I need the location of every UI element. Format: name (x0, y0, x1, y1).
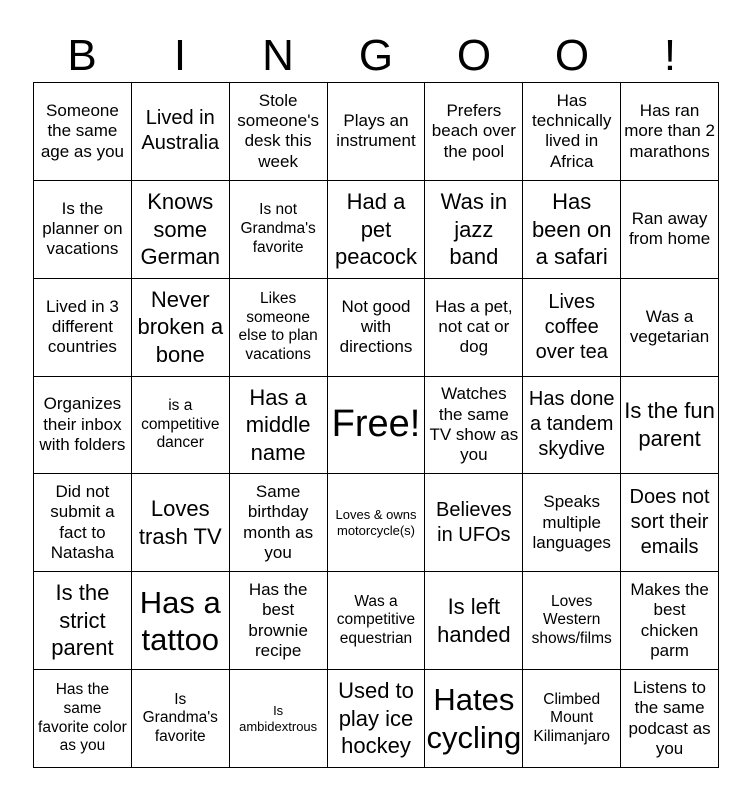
bingo-cell[interactable]: Not good with directions (328, 279, 426, 377)
bingo-cell[interactable]: Was a competitive equestrian (328, 572, 426, 670)
bingo-cell[interactable]: Did not submit a fact to Natasha (34, 474, 132, 572)
bingo-cell[interactable]: Plays an instrument (328, 83, 426, 181)
bingo-cell[interactable]: Believes in UFOs (425, 474, 523, 572)
header-letter: ! (663, 31, 677, 80)
bingo-cell[interactable]: Used to play ice hockey (328, 670, 426, 768)
bingo-cell[interactable]: Has the same favorite color as you (34, 670, 132, 768)
bingo-cell[interactable]: Has ran more than 2 marathons (621, 83, 719, 181)
bingo-cell[interactable]: Was a vegetarian (621, 279, 719, 377)
bingo-cell[interactable]: Has a middle name (230, 377, 328, 475)
bingo-cell[interactable]: Has done a tandem skydive (523, 377, 621, 475)
bingo-cell[interactable]: Has a tattoo (132, 572, 230, 670)
bingo-cell[interactable]: Organizes their inbox with folders (34, 377, 132, 475)
bingo-cell[interactable]: Prefers beach over the pool (425, 83, 523, 181)
bingo-cell[interactable]: Is the strict parent (34, 572, 132, 670)
bingo-cell[interactable]: Has been on a safari (523, 181, 621, 279)
header-letter: O (554, 31, 590, 80)
bingo-cell[interactable]: Ran away from home (621, 181, 719, 279)
bingo-cell[interactable]: Loves trash TV (132, 474, 230, 572)
bingo-cell[interactable]: Lived in 3 different countries (34, 279, 132, 377)
bingo-cell[interactable]: Is left handed (425, 572, 523, 670)
bingo-cell[interactable]: Climbed Mount Kilimanjaro (523, 670, 621, 768)
bingo-cell[interactable]: Is the fun parent (621, 377, 719, 475)
bingo-cell[interactable]: Is the planner on vacations (34, 181, 132, 279)
bingo-cell[interactable]: is a competitive dancer (132, 377, 230, 475)
bingo-cell[interactable]: Stole someone's desk this week (230, 83, 328, 181)
bingo-cell[interactable]: Lived in Australia (132, 83, 230, 181)
bingo-cell[interactable]: Was in jazz band (425, 181, 523, 279)
header-letter: O (456, 31, 492, 80)
bingo-cell[interactable]: Is ambidextrous (230, 670, 328, 768)
bingo-grid (33, 82, 719, 768)
bingo-cell[interactable]: Watches the same TV show as you (425, 377, 523, 475)
bingo-cell[interactable]: Likes someone else to plan vacations (230, 279, 328, 377)
bingo-cell[interactable]: Speaks multiple languages (523, 474, 621, 572)
bingo-cell[interactable]: Lives coffee over tea (523, 279, 621, 377)
free-cell[interactable]: Free! (328, 377, 426, 475)
bingo-cell[interactable]: Loves Western shows/films (523, 572, 621, 670)
bingo-cell[interactable]: Has a pet, not cat or dog (425, 279, 523, 377)
bingo-cell[interactable]: Does not sort their emails (621, 474, 719, 572)
header-letter: I (173, 31, 187, 80)
bingo-cell[interactable]: Is not Grandma's favorite (230, 181, 328, 279)
bingo-cell[interactable]: Listens to the same podcast as you (621, 670, 719, 768)
header-letter: N (262, 31, 294, 80)
bingo-cell[interactable]: Makes the best chicken parm (621, 572, 719, 670)
bingo-cell[interactable]: Never broken a bone (132, 279, 230, 377)
bingo-header (33, 30, 719, 82)
bingo-cell[interactable]: Hates cycling (425, 670, 523, 768)
bingo-cell[interactable]: Has technically lived in Africa (523, 83, 621, 181)
bingo-cell[interactable]: Someone the same age as you (34, 83, 132, 181)
bingo-cell[interactable]: Same birthday month as you (230, 474, 328, 572)
bingo-cell[interactable]: Loves & owns motorcycle(s) (328, 474, 426, 572)
header-letter: B (67, 31, 97, 80)
bingo-cell[interactable]: Had a pet peacock (328, 181, 426, 279)
bingo-cell[interactable]: Knows some German (132, 181, 230, 279)
header-letter: G (358, 31, 394, 80)
bingo-cell[interactable]: Is Grandma's favorite (132, 670, 230, 768)
bingo-cell[interactable]: Has the best brownie recipe (230, 572, 328, 670)
